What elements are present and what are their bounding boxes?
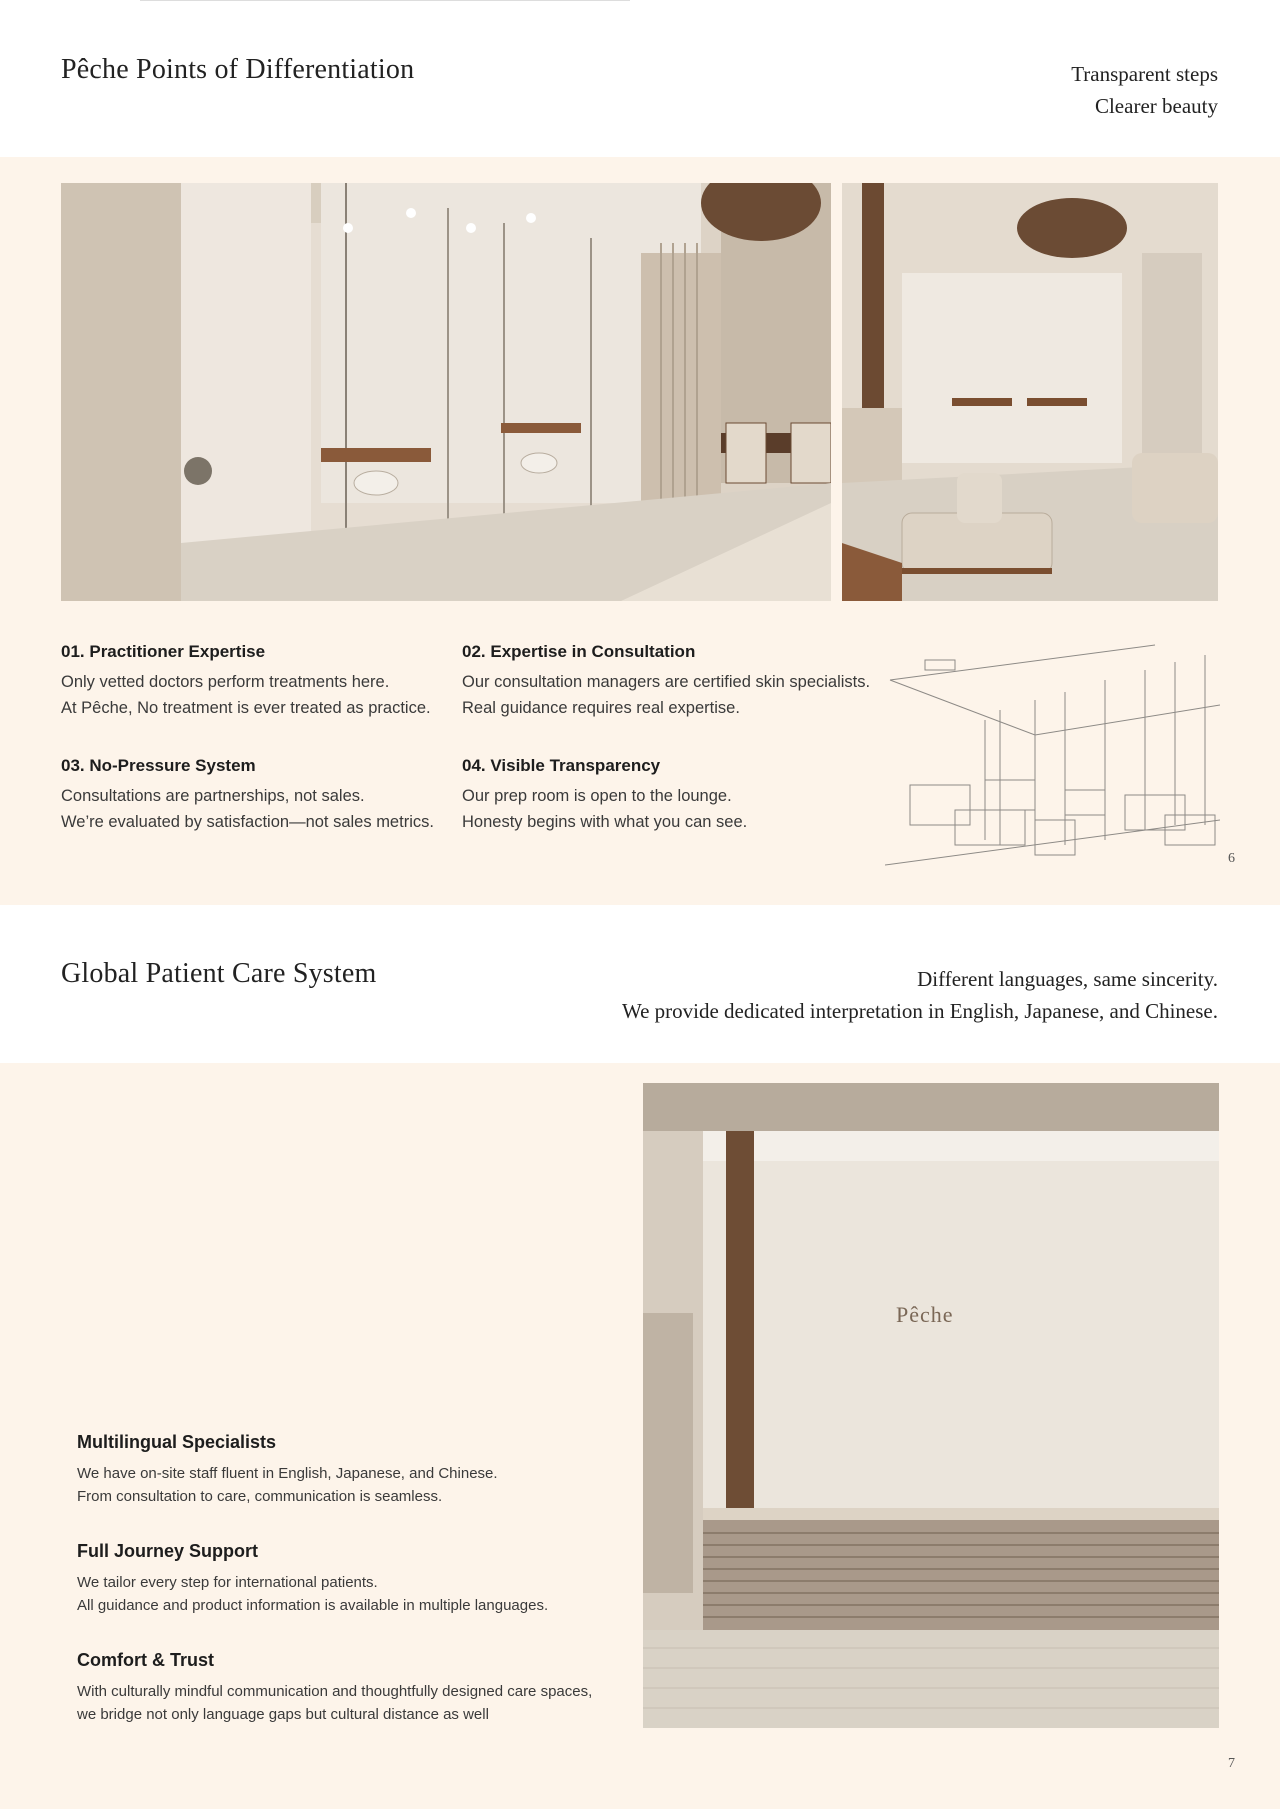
service-1-body [77, 1462, 637, 1508]
service-2-heading: Full Journey Support [77, 1541, 259, 1561]
service-3 [77, 1650, 637, 1726]
point-4-line-2: Honesty begins with what you can see. [462, 813, 748, 831]
service-1 [77, 1432, 637, 1508]
service-3-line-2: we bridge not only language gaps but cultural distance as well [77, 1706, 489, 1723]
consultation-rooms-photo [61, 183, 831, 601]
page6-tagline [1071, 58, 1218, 122]
point-2-line-2: Real guidance requires real expertise. [462, 699, 740, 717]
service-3-body [77, 1680, 637, 1726]
page7-number: 7 [1228, 1756, 1235, 1771]
point-3-body [61, 783, 441, 835]
page7-tagline [622, 963, 1218, 1027]
page6-title: Pêche Points of Differentiation [61, 54, 415, 85]
point-3-line-1: Consultations are partnerships, not sales. [61, 787, 365, 805]
page7-title: Global Patient Care System [61, 958, 377, 989]
point-4 [462, 756, 882, 835]
point-2 [462, 642, 882, 721]
page6-tagline-line-1: Transparent steps [1071, 62, 1218, 86]
service-1-line-1: We have on-site staff fluent in English, Japanese, and Chinese. [77, 1465, 498, 1482]
point-1-body [61, 669, 441, 721]
page6-number: 6 [1228, 851, 1235, 866]
wall-sign-logo: Pêche [896, 1302, 954, 1327]
point-2-body [462, 669, 882, 721]
point-2-line-1: Our consultation managers are certified skin specialists. [462, 673, 871, 691]
service-3-line-1: With culturally mindful communication and thoughtfully designed care spaces, [77, 1683, 593, 1700]
page7-tagline-line-2: We provide dedicated interpretation in English, Japanese, and Chinese. [621, 999, 1218, 1023]
point-2-heading: 02. Expertise in Consultation [462, 642, 696, 661]
service-2-line-1: We tailor every step for international patients. [77, 1574, 378, 1591]
service-3-heading: Comfort & Trust [77, 1650, 214, 1670]
service-1-heading: Multilingual Specialists [77, 1432, 277, 1452]
service-2 [77, 1541, 637, 1617]
point-1 [61, 642, 441, 721]
point-4-body [462, 783, 882, 835]
point-1-line-1: Only vetted doctors perform treatments here. [61, 673, 390, 691]
page6-tagline-line-2: Clearer beauty [1094, 94, 1218, 118]
point-4-heading: 04. Visible Transparency [462, 756, 661, 775]
point-3 [61, 756, 441, 835]
top-edge-line [140, 0, 630, 1]
lounge-photo [842, 183, 1218, 601]
point-3-heading: 03. No-Pressure System [61, 756, 256, 775]
point-4-line-1: Our prep room is open to the lounge. [462, 787, 732, 805]
interior-sketch-illustration [885, 640, 1220, 870]
service-2-body [77, 1571, 637, 1617]
point-3-line-2: We’re evaluated by satisfaction—not sales metrics. [61, 813, 434, 831]
point-1-heading: 01. Practitioner Expertise [61, 642, 266, 661]
reception-photo [643, 1083, 1219, 1728]
page7-tagline-line-1: Different languages, same sincerity. [917, 967, 1218, 991]
service-2-line-2: All guidance and product information is available in multiple languages. [77, 1597, 549, 1614]
service-1-line-2: From consultation to care, communication is seamless. [77, 1488, 443, 1505]
point-1-line-2: At Pêche, No treatment is ever treated as practice. [61, 699, 431, 717]
